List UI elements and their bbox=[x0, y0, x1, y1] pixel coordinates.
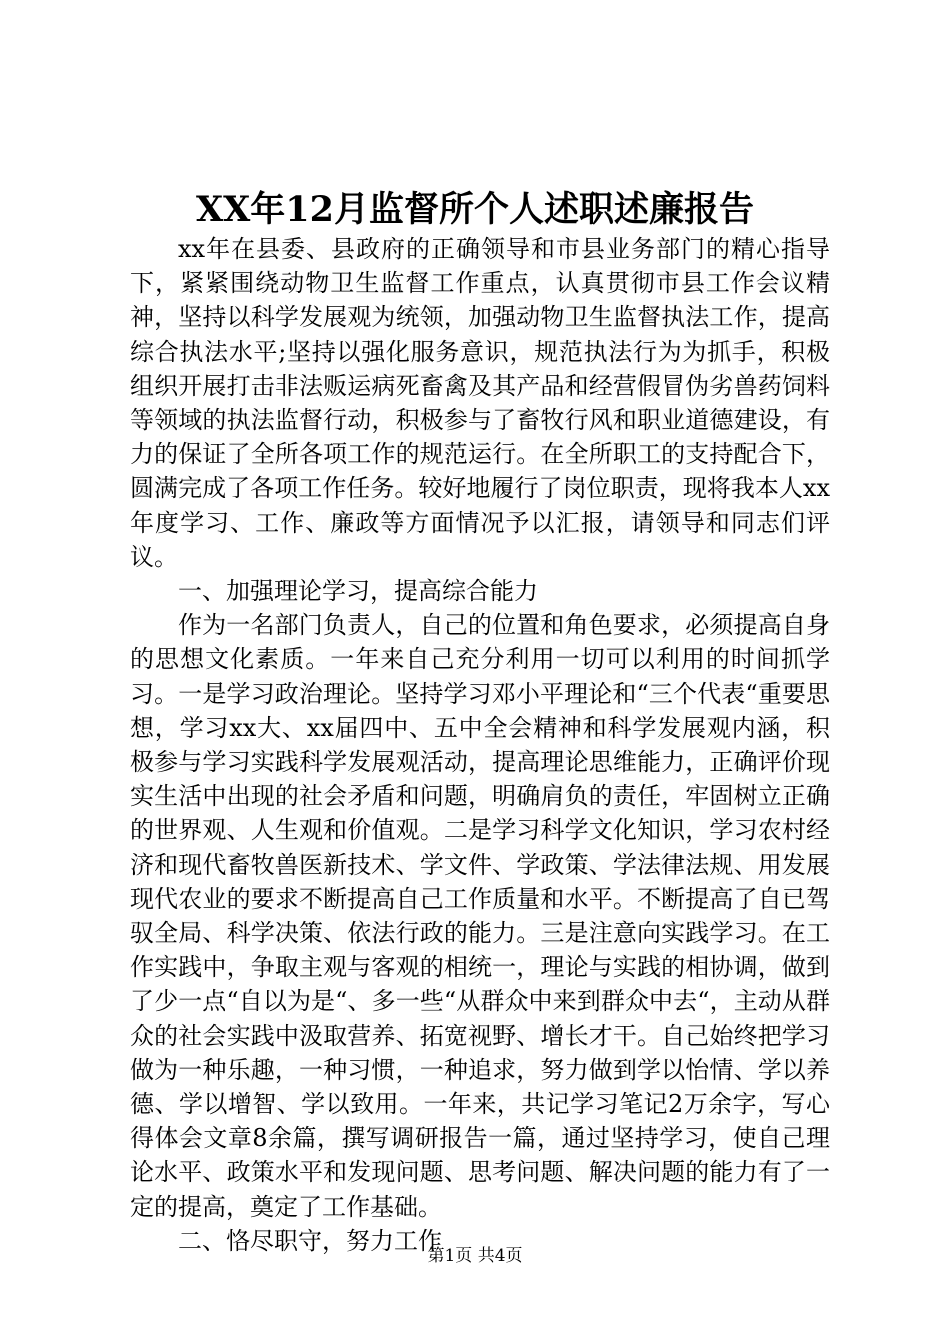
paragraph-section-1: 作为一名部门负责人，自己的位置和角色要求，必须提高自身的思想文化素质。一年来自己充分利用一切可以利用的时间抓学习。一是学习政治理论。坚持学习邓小平理论和“三个代表“重要思想，学习xx大、xx届四中、五中全会精神和科学发展观内涵，积极参与学习实践科学发展观活动，提高理论思维能力，正确评价现实生活中出现的社会矛盾和问题，明确肩负的责任，牢固树立正确的世界观、人生观和价值观。二是学习科学文化知识，学习农村经济和现代畜牧兽医新技术、学文件、学政策、学法律法规、用发展现代农业的要求不断提高自己工作质量和水平。不断提高了自已驾驭全局、科学决策、依法行政的能力。三是注意向实践学习。在工作实践中，争取主观与客观的相统一，理论与实践的相协调，做到了少一点“自以为是“、多一些“从群众中来到群众中去“，主动从群众的社会实践中汲取营养、拓宽视野、增长才干。自己始终把学习做为一种乐趣，一种习惯，一种追求，努力做到学以怡情、学以养德、学以增智、学以致用。一年来，共记学习笔记2万余字，写心得体会文章8余篇，撰写调研报告一篇，通过坚持学习，使自己理论水平、政策水平和发现问题、思考问题、解决问题的能力有了一定的提高，奠定了工作基础。 bbox=[130, 611, 830, 1221]
document-body bbox=[130, 232, 830, 1258]
paragraph-intro: xx年在县委、县政府的正确领导和市县业务部门的精心指导下，紧紧围绕动物卫生监督工作重点，认真贯彻市县工作会议精神，坚持以科学发展观为统领，加强动物卫生监督执法工作，提高综合执法水平;坚持以强化服务意识，规范执法行为为抓手，积极组织开展打击非法贩运病死畜禽及其产品和经营假冒伪劣兽药饲料等领域的执法监督行动，积极参与了畜牧行风和职业道德建设，有力的保证了全所各项工作的规范运行。在全所职工的支持配合下，圆满完成了各项工作任务。较好地履行了岗位职责，现将我本人xx年度学习、工作、廉政等方面情况予以汇报，请领导和同志们评议。 bbox=[130, 235, 830, 571]
section-heading-2: 二、恪尽职守，努力工作 bbox=[178, 1226, 442, 1255]
page-number-footer: 第1页 共4页 bbox=[427, 1246, 523, 1266]
section-heading-1: 一、加强理论学习，提高综合能力 bbox=[178, 577, 538, 606]
document-title: XX年12月监督所个人述职述廉报告 bbox=[195, 189, 755, 230]
